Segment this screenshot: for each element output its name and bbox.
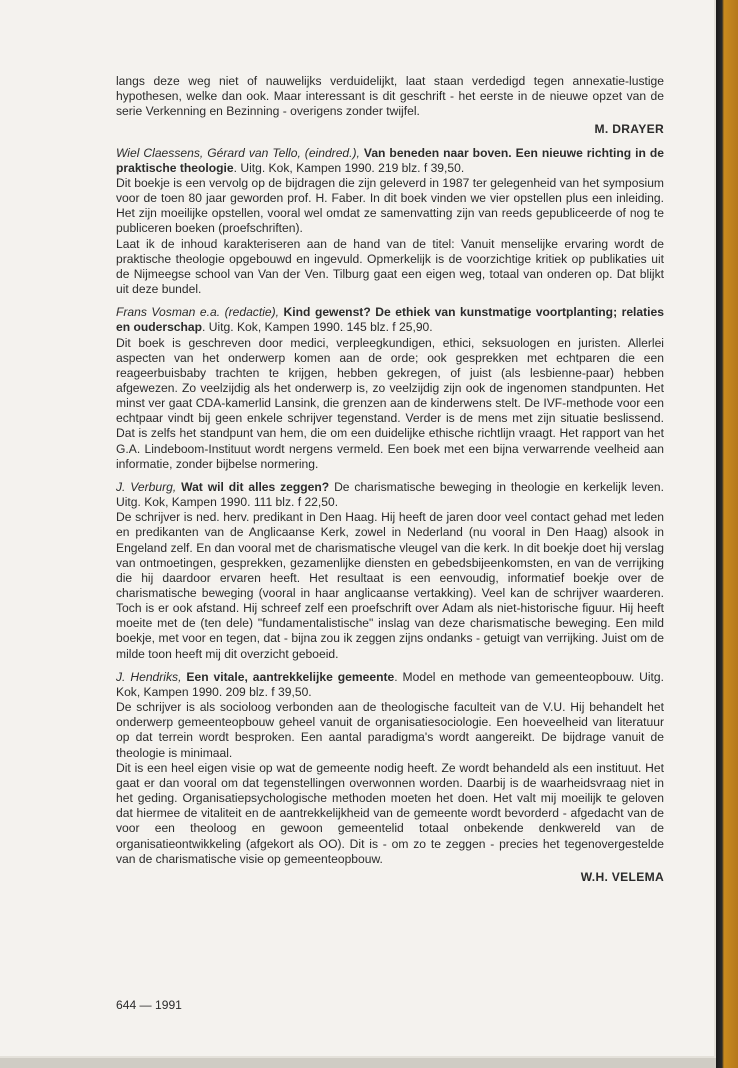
page-bottom-edge [0, 1058, 716, 1068]
review-heading [116, 670, 664, 700]
review-publication-details: De charismatische beweging in theologie en kerkelijk leven. Uitg. Kok, Kampen 1990. 111 blz. f 22,50. [116, 479, 664, 510]
review-publication-details: . Uitg. Kok, Kampen 1990. 219 blz. f 39,50. [233, 160, 465, 175]
review-book-title: Kind gewenst? De ethiek van kunstmatige voortplanting; relaties en ouderschap [116, 305, 664, 335]
review-book-title: Van beneden naar boven. Een nieuwe richting in de praktische theologie [116, 145, 664, 175]
review-authors: Wiel Claessens, Gérard van Tello, (eindred.), [116, 145, 360, 160]
review-paragraph: De schrijver is als socioloog verbonden aan de theologische faculteit van de V.U. Hij behandelt het onderwerp gemeenteopbouw geheel vanuit de organisatiesociologie. Een hoeveelheid van literatuur op dat terrein wordt besproken. Een aantal paradigma's wordt aangereikt. De bijdrage vanuit de theologie is minimaal. [116, 700, 664, 760]
review-vosman [116, 305, 664, 472]
review-paragraph: De schrijver is ned. herv. predikant in Den Haag. Hij heeft de jaren door veel contact gehad met leden en predikanten van de Anglicaanse Kerk, zowel in Nederland (nu vooral in Den Haag) alsook in Engeland zelf. En dan vooral met de charismatische vleugel van die kerk. In dit boekje doet hij verslag van ontmoetingen, gesprekken, gezamenlijke diensten en gebedsbijeenkomsten, en van de verrijking die hij daardoor ervaren heeft. Het resultaat is een eenvoudig, informatief boekje over de charismatische beweging (vooral in haar anglicaanse vertakking). Veel kan de schrijver waarderen. Toch is er ook afstand. Hij schreef zelf een proefschrift over Adam als niet-historische figuur. Hij heeft moeite met de (ten dele) "fundamentalistische" inslag van deze charismatische beweging. Een mild boekje, met voor en tegen, dat - bijna zou ik zeggen zijns ondanks - getuigt van verrijking. Juist om de milde toon heeft mij dit overzicht geboeid. [116, 510, 664, 661]
signature-velema: W.H. VELEMA [580, 869, 664, 884]
review-heading [116, 305, 664, 335]
book-spine-edge [716, 0, 738, 1068]
review-paragraph: Dit boekje is een vervolg op de bijdragen die zijn geleverd in 1987 ter gelegenheid van het symposium voor de toen 80 jaar geworden prof. H. Faber. In dit boek vinden we vier opstellen plus een inleiding. Het zijn moeilijke opstellen, vooral wel omdat ze samenvatting zijn van reeds gepubliceerde of nog te publiceren boeken (proefschriften). [116, 175, 664, 236]
page-footer: 644 — 1991 [116, 998, 182, 1012]
review-authors: J. Verburg, [116, 479, 177, 494]
review-paragraph: Dit boek is geschreven door medici, verpleegkundigen, ethici, seksuologen en juristen. Allerlei aspecten van het onderwerp komen aan de orde; ook gesprekken met echtparen die een reageerbuisbaby trachten te krijgen, hebben gekregen, of juist (als lesbienne-paar) hebben afgewezen. Zo veelzijdig als het onderwerp is, zo veelzijdig zijn ook de ingenomen standpunten. Het minst ver gaat CDA-kamerlid Lansink, die grenzen aan de kinderwens stelt. De IVF-methode voor een echtpaar vindt bij geen enkele schrijver tegenstand. Verder is de mens met zijn situatie beslissend. Dat is zelfs het standpunt van hem, die om een duidelijke ethische richtlijn vraagt. Het rapport van het G.A. Lindeboom-Instituut wordt nergens vermeld. Een boek met een bijna verwarrende veelheid aan informatie, zonder bijbelse normering. [116, 335, 664, 471]
review-heading [116, 480, 664, 510]
intro-paragraph: langs deze weg niet of nauwelijks verduidelijkt, laat staan verdedigd tegen annexatie-lustige hypothesen, welke dan ook. Maar interessant is dit geschrift - het eerste in de nieuwe opzet van de serie Verkenning en Bezinning - overigens zonder twijfel. [116, 74, 664, 119]
review-paragraph: Dit is een heel eigen visie op wat de gemeente nodig heeft. Ze wordt behandeld als een instituut. Het gaat er dan vooral om dat tegenstellingen overwonnen worden. Daarbij is de waarheidsvraag niet in het geding. Organisatiepsychologische methoden moeten het doen. Het valt mij moeilijk te geloven dat hiermee de vitaliteit en de aantrekkelijkheid van de gemeente wordt bevorderd - afgedacht van de voor een theoloog en gewoon gemeentelid totaal onbekende denkwereld van de organisatieontwikkeling (afgekort als OO). Dit is - om zo te zeggen - precies het tegenovergestelde van de charismatische visie op gemeenteopbouw. [116, 760, 664, 866]
review-authors: Frans Vosman e.a. (redactie), [116, 305, 280, 320]
review-paragraph: Laat ik de inhoud karakteriseren aan de hand van de titel: Vanuit menselijke ervaring wordt de praktische theologie opgebouwd en ingevuld. Opmerkelijk is de voorzichtige kritiek op publikaties uit de Nijmeegse school van Van der Ven. Tilburg gaat een eigen weg, totaal van onderen op. Dat blijkt uit deze bundel. [116, 236, 664, 297]
page-content [116, 74, 664, 885]
review-heading [116, 146, 664, 176]
signature-drayer: M. DRAYER [594, 122, 664, 137]
review-book-title: Een vitale, aantrekkelijke gemeente [186, 669, 395, 684]
review-verburg [116, 480, 664, 662]
review-publication-details: . Model en methode van gemeenteopbouw. Uitg. Kok, Kampen 1990. 209 blz. f 39,50. [116, 669, 665, 699]
review-book-title: Wat wil dit alles zeggen? [181, 479, 330, 494]
review-hendriks [116, 670, 664, 867]
review-publication-details: . Uitg. Kok, Kampen 1990. 145 blz. f 25,90. [202, 320, 433, 335]
review-authors: J. Hendriks, [116, 669, 182, 684]
review-claessens [116, 146, 664, 298]
